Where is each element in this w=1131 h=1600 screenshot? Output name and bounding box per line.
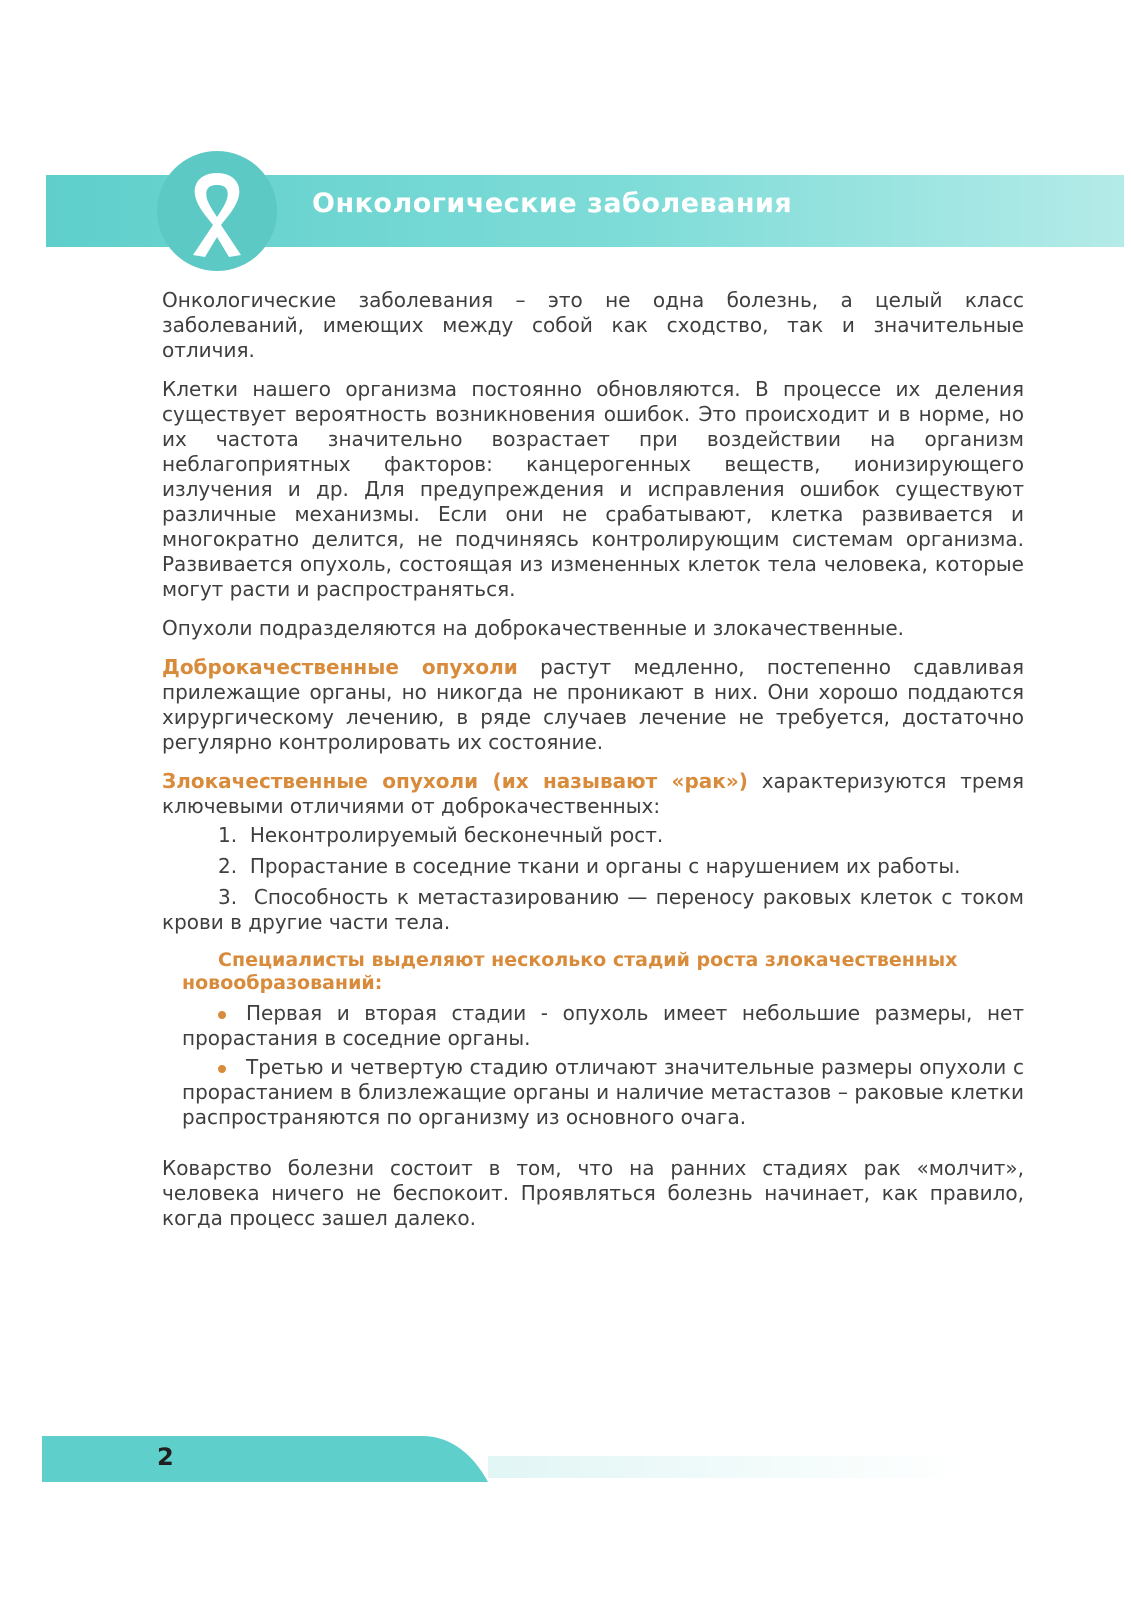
bullet-icon xyxy=(218,1065,226,1073)
stage-text: Третью и четвертую стадию отличают значительные размеры опухоли с прорастанием в близлежащие органы и наличие метастазов – раковые клетки распространяются по организму из основного очага. xyxy=(182,1055,1024,1129)
main-content xyxy=(162,288,1024,1231)
list-item xyxy=(162,885,1024,935)
list-item-text: Способность к метастазированию — переносу раковых клеток с током крови в другие части тела. xyxy=(162,885,1024,934)
footer-fade xyxy=(488,1456,968,1478)
page-number: 2 xyxy=(157,1443,174,1471)
list-item-text: Неконтролируемый бесконечный рост. xyxy=(249,823,664,847)
list-item xyxy=(182,1055,1024,1130)
tumor-types-paragraph: Опухоли подразделяются на доброкачественные и злокачественные. xyxy=(162,616,905,640)
list-item xyxy=(162,854,1024,879)
bullet-icon xyxy=(218,1011,226,1019)
benign-term: Доброкачественные опухоли xyxy=(162,655,518,679)
stages-heading: Специалисты выделяют несколько стадий роста злокачественных новообразований: xyxy=(182,949,958,994)
benign-text: растут медленно, постепенно сдавливая прилежащие органы, но никогда не проникают в них. Они хорошо поддаются хирургическому лечению, в ряде случаев лечение не требуется, достаточно регулярно контролировать их состояние. xyxy=(162,655,1024,754)
benign-paragraph xyxy=(162,655,1024,755)
list-number: 2. xyxy=(218,854,238,878)
list-number: 3. xyxy=(218,885,238,909)
cells-paragraph: Клетки нашего организма постоянно обновляются. В процессе их деления существует вероятность возникновения ошибок. Это происходит и в норме, но их частота значительно возрастает при воздействии на организм неблагоприятных факторов: канцерогенных веществ, ионизирующего излучения и др. Для предупреждения и исправления ошибок существуют различные механизмы. Если они не срабатывают, клетка развивается и многократно делится, не подчиняясь контролирующим системам организма. Развивается опухоль, состоящая из измененных клеток тела человека, которые могут расти и распространяться. xyxy=(162,377,1024,601)
stages-list xyxy=(182,1001,1024,1130)
malignant-features-list xyxy=(162,823,1024,935)
malignant-term: Злокачественные опухоли (их называют «рак») xyxy=(162,769,748,793)
page-title: Онкологические заболевания xyxy=(312,188,793,219)
intro-paragraph: Онкологические заболевания – это не одна болезнь, а целый класс заболеваний, имеющих между собой как сходство, так и значительные отличия. xyxy=(162,288,1024,362)
ribbon-badge xyxy=(157,151,277,271)
list-number: 1. xyxy=(218,823,238,847)
list-item xyxy=(182,1001,1024,1051)
awareness-ribbon-icon xyxy=(157,151,277,271)
footer-tab xyxy=(42,1436,488,1482)
stage-text: Первая и вторая стадии - опухоль имеет небольшие размеры, нет прорастания в соседние органы. xyxy=(182,1001,1024,1050)
malignant-text: характеризуются тремя ключевыми отличиями от доброкачественных: xyxy=(162,769,1024,818)
closing-paragraph: Коварство болезни состоит в том, что на ранних стадиях рак «молчит», человека ничего не беспокоит. Проявляться болезнь начинает, как правило, когда процесс зашел далеко. xyxy=(162,1156,1024,1230)
list-item xyxy=(162,823,1024,848)
malignant-paragraph xyxy=(162,769,1024,819)
list-item-text: Прорастание в соседние ткани и органы с нарушением их работы. xyxy=(249,854,961,878)
